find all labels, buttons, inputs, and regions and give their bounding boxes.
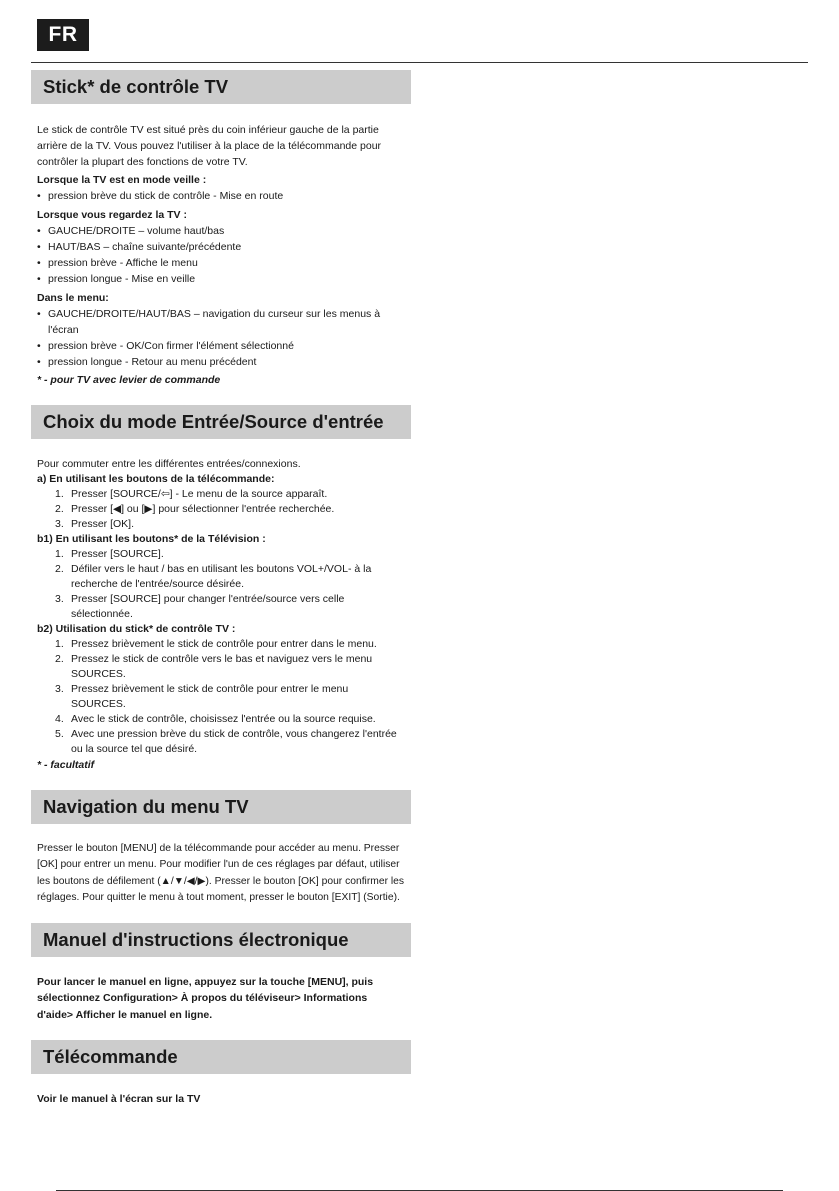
section-title: Manuel d'instructions électronique [31,923,411,957]
subheading: Lorsque vous regardez la TV : [37,209,187,221]
footnote: * - pour TV avec levier de commande [37,374,221,386]
paragraph: Pour commuter entre les différentes entrées/connexions. [37,458,301,470]
subheading: a) En utilisant les boutons de la télécommande: [37,473,275,485]
section-input-source [31,405,411,773]
section-menu-navigation [31,790,411,906]
subheading: Lorsque la TV est en mode veille : [37,174,207,186]
section-title: Choix du mode Entrée/Source d'entrée [31,405,411,439]
paragraph: Presser le bouton [MENU] de la télécommande pour accéder au menu. Presser [OK] pour entrer un menu. Pour modifier l'un de ces réglages par défaut, utiliser les boutons de défilement (▲/▼/◀/▶). Presser le bouton [OK] pour confirmer les réglages. Pour quitter le menu à tout moment, presser le bouton [EXIT] (Sortie). [37,843,405,903]
language-badge: FR [37,19,89,51]
list-item: 1. Presser [SOURCE]. [55,548,164,560]
list-item: • pression brève - Affiche le menu [37,255,411,271]
list-item: • pression longue - Mise en veille [37,271,411,287]
paragraph: Voir le manuel à l'écran sur la TV [37,1093,201,1106]
list-item: 2. Presser [◀] ou [▶] pour sélectionner l'entrée recherchée. [55,503,335,515]
section-e-manual [31,923,411,1023]
list-item: 2. Pressez le stick de contrôle vers le bas et naviguez vers le menu SOURCES. [55,653,373,680]
footnote: * - facultatif [37,759,95,771]
list-item: • HAUT/BAS – chaîne suivante/précédente [37,239,411,255]
list-item: 3. Pressez brièvement le stick de contrôle pour entrer le menu SOURCES. [55,683,349,710]
list-item: • GAUCHE/DROITE/HAUT/BAS – navigation du curseur sur les menus à l'écran [37,306,393,338]
list-item: 3. Presser [SOURCE] pour changer l'entrée/source vers celle sélectionnée. [55,593,345,620]
section-title: Télécommande [31,1040,411,1074]
paragraph: Pour lancer le manuel en ligne, appuyez sur la touche [MENU], puis sélectionnez Configuration> À propos du téléviseur> Informations d'aide> Afficher le manuel en ligne. [37,976,374,1021]
list-item: 4. Avec le stick de contrôle, choisissez l'entrée ou la source requise. [55,713,376,725]
section-title: Navigation du menu TV [31,790,411,824]
list-item: 2. Défiler vers le haut / bas en utilisant les boutons VOL+/VOL- à la recherche de l'entrée/source désirée. [55,563,372,590]
subheading: Dans le menu: [37,292,109,304]
list-item: 1. Pressez brièvement le stick de contrôle pour entrer dans le menu. [55,638,377,650]
list-item: • GAUCHE/DROITE – volume haut/bas [37,223,411,239]
list-item: 3. Presser [OK]. [55,518,135,530]
list-item: 1. Presser [SOURCE/⇦] - Le menu de la source apparaît. [55,488,328,500]
section-title: Stick* de contrôle TV [31,70,411,104]
subheading: b1) En utilisant les boutons* de la Télévision : [37,533,266,545]
section-control-stick [31,70,411,388]
content-column [31,70,411,1107]
list-item: • pression longue - Retour au menu précédent [37,354,411,370]
section-remote-control [31,1040,411,1107]
header-divider [31,62,808,63]
subheading: b2) Utilisation du stick* de contrôle TV : [37,623,236,635]
list-item: • pression brève - OK/Con firmer l'élément sélectionné [37,338,411,354]
list-item: 5. Avec une pression brève du stick de contrôle, vous changerez l'entrée ou la source tel que désiré. [55,728,397,755]
list-item: • pression brève du stick de contrôle - Mise en route [37,188,411,204]
paragraph: Le stick de contrôle TV est situé près du coin inférieur gauche de la partie arrière de la TV. Vous pouvez l'utiliser à la place de la télécommande pour contrôler la plupart des fonctions de votre TV. [37,124,382,168]
